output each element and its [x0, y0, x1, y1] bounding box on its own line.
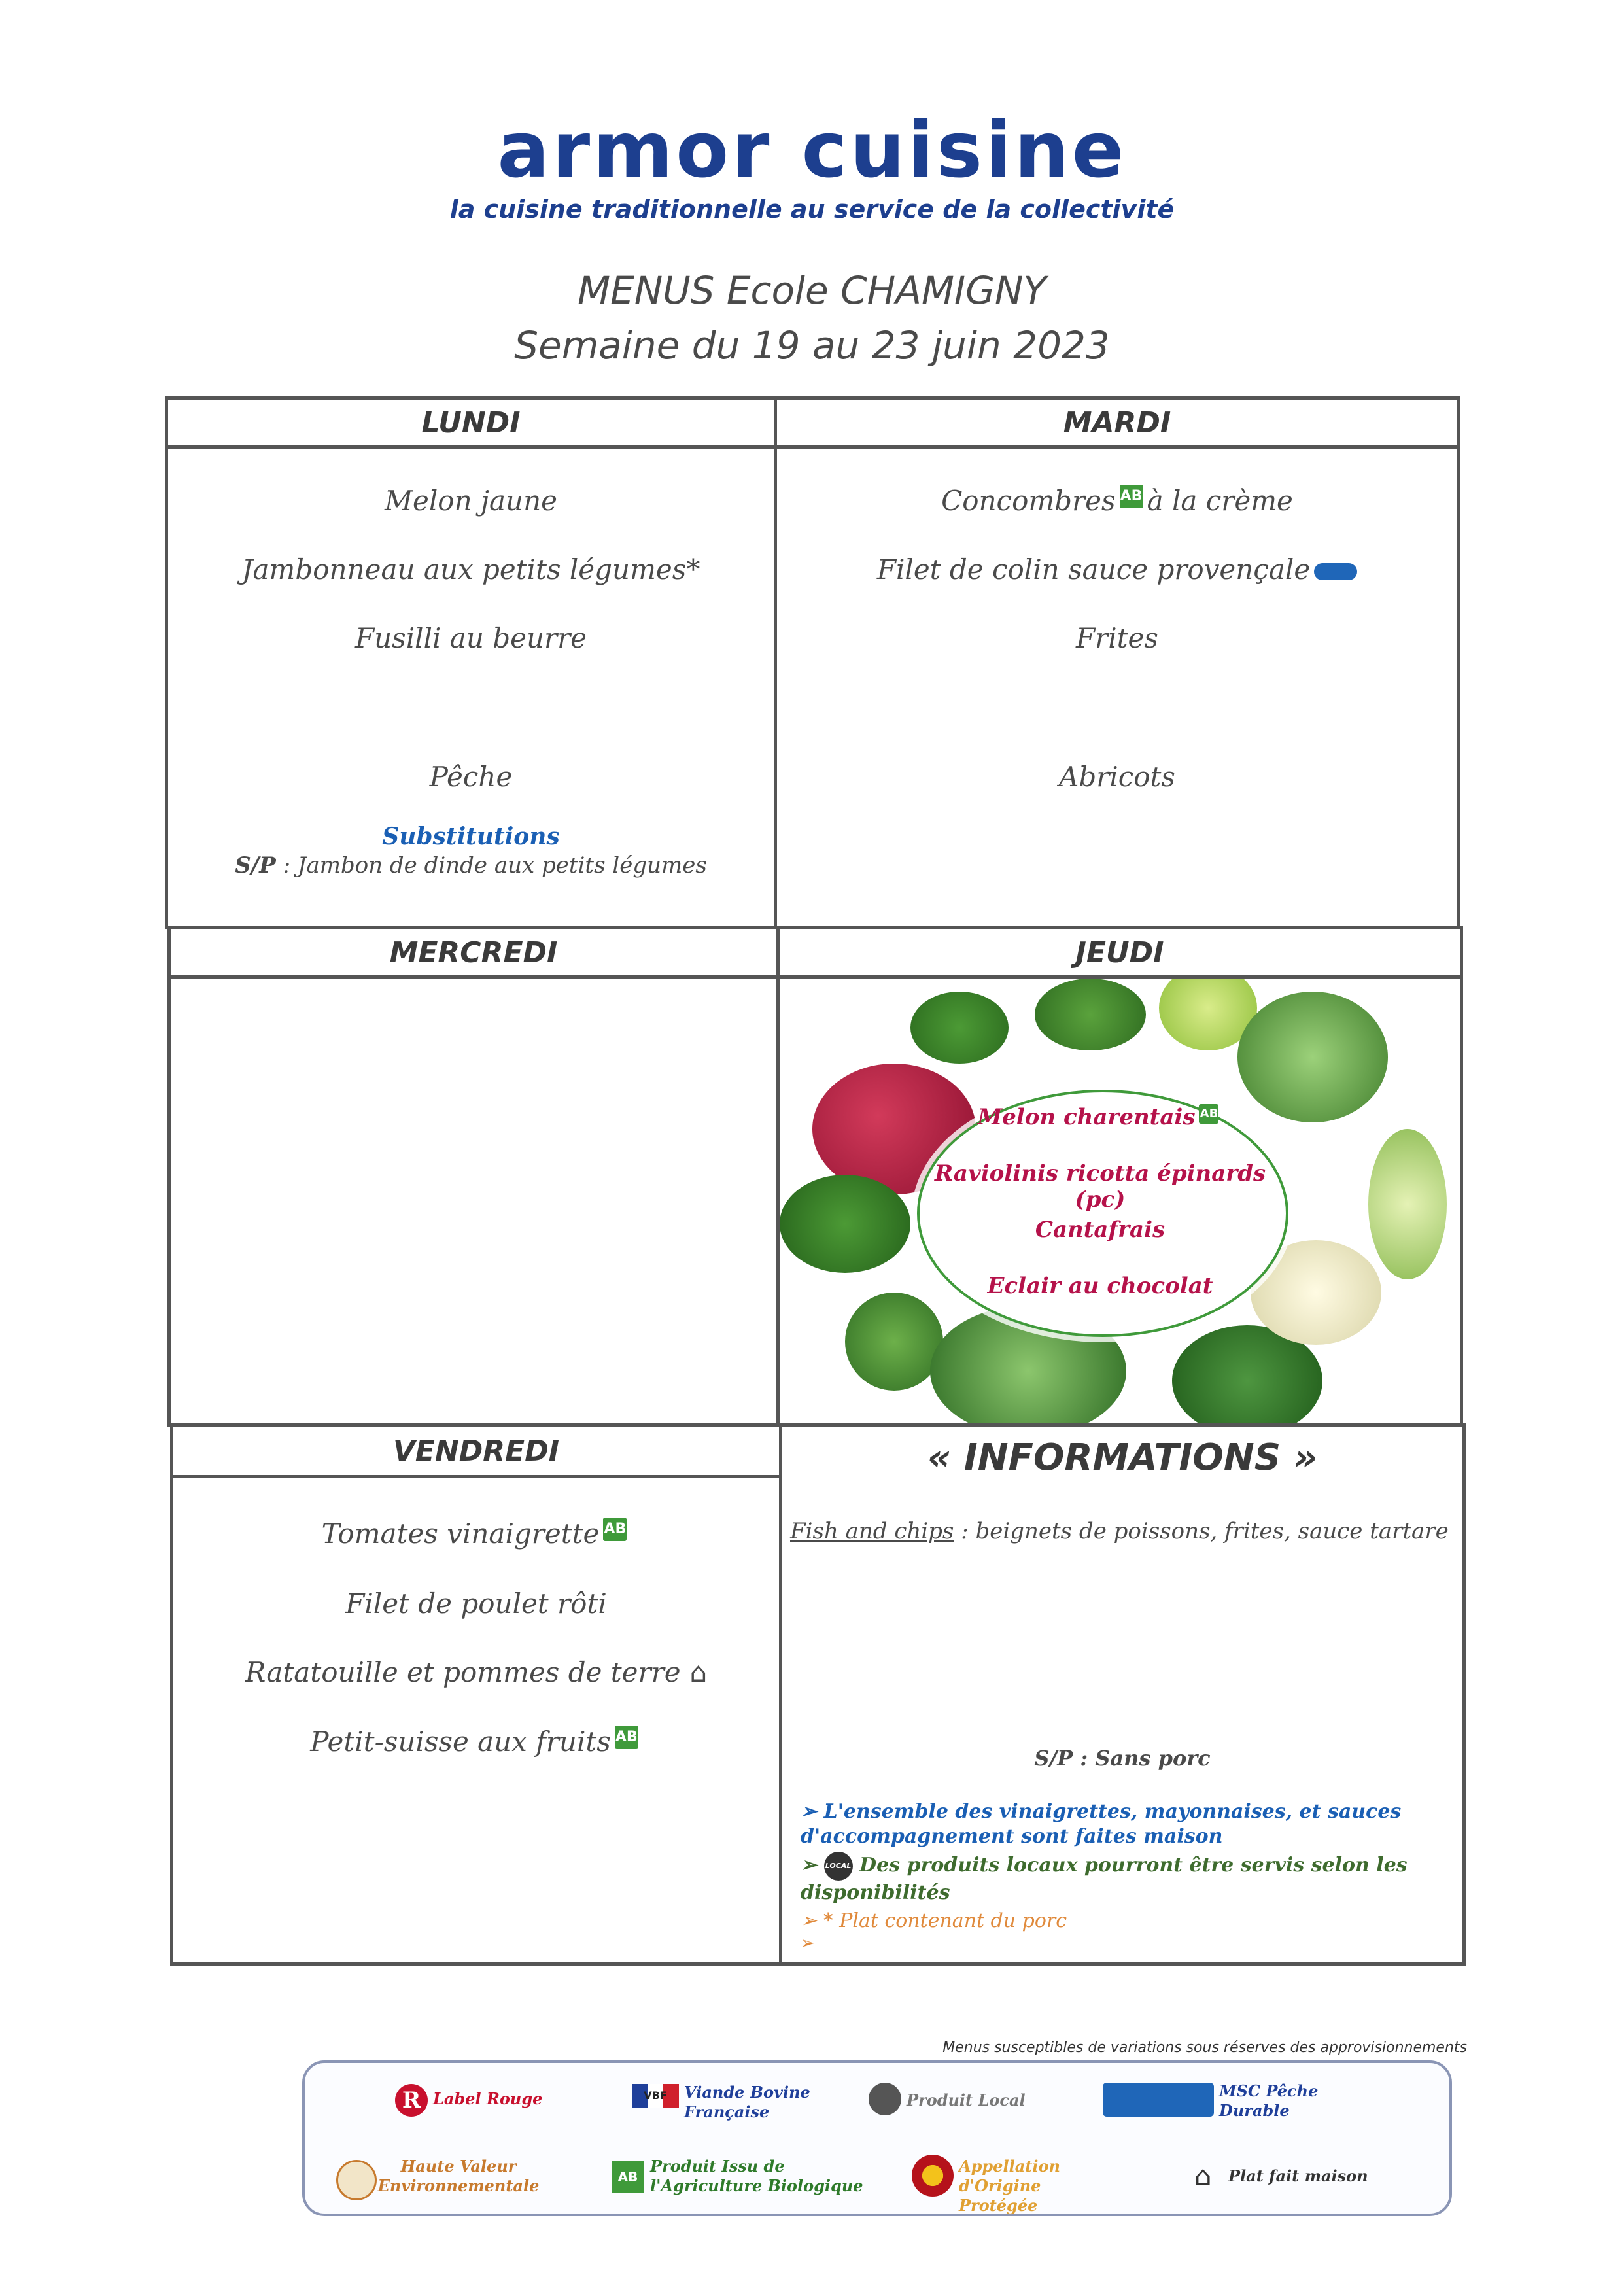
house-icon: ⌂ [689, 1656, 708, 1688]
vendredi-dish-3-text: Ratatouille et pommes de terre [245, 1656, 681, 1688]
note-sauces [801, 1799, 1428, 1849]
note-local [801, 1852, 1428, 1905]
mercredi-header [167, 926, 780, 979]
vendredi-header [170, 1423, 782, 1478]
bio-icon: AB [1120, 485, 1143, 508]
jeudi-cell [776, 975, 1463, 1427]
fish-text: : beignets de poissons, frites, sauce tartare [961, 1518, 1449, 1544]
arrow-icon: ➢ [801, 1854, 818, 1877]
fish-label: Fish and chips [790, 1518, 954, 1544]
vendredi-dish-4-text: Petit-suisse aux fruits [310, 1726, 611, 1758]
house-icon: ⌂ [1194, 2160, 1212, 2192]
legend-bio: Produit Issu de l'Agriculture Biologique [650, 2157, 863, 2195]
arrow-icon: ➢ [801, 1934, 815, 1953]
mardi-dish-4: Abricots [1059, 761, 1175, 793]
disclaimer: Menus susceptibles de variations sous réserves des approvisionnements [942, 2040, 1467, 2056]
legend-fait-maison: Plat fait maison [1228, 2166, 1368, 2185]
hve-icon [336, 2160, 377, 2200]
mardi-dish-3: Frites [1076, 622, 1158, 654]
vendredi-dish-1 [173, 1518, 779, 1550]
viande-bovine-icon: VBF [632, 2084, 679, 2108]
note-local-text: Des produits locaux pourront être servis selon les disponibilités [801, 1854, 1408, 1904]
jeudi-dish-4: Eclair au chocolat [987, 1273, 1213, 1299]
mardi-cell [774, 445, 1460, 929]
note-pork-text: Plat contenant du porc [839, 1909, 1067, 1932]
mardi-dish-1-text-a: Concombres [941, 485, 1116, 517]
vendredi-dish-4 [173, 1726, 779, 1758]
menu-title: MENUS Ecole CHAMIGNY [578, 268, 1046, 313]
legend-aop: Appellation d'Origine Protégée [959, 2157, 1060, 2215]
mercredi-cell [167, 975, 780, 1427]
lundi-substitutions-label: Substitutions [382, 823, 560, 850]
legend-msc: MSC Pêche Durable [1219, 2081, 1319, 2120]
lettuce-icon [1368, 1129, 1447, 1279]
star-icon: * [823, 1909, 833, 1932]
mercredi-title: MERCREDI [389, 935, 558, 969]
msc-icon [1314, 563, 1357, 580]
mardi-title: MARDI [1063, 406, 1171, 440]
broccoli-icon [780, 1175, 910, 1273]
note-sauces-text: L'ensemble des vinaigrettes, mayonnaises, et sauces d'accompagnement sont faites maison [801, 1800, 1402, 1848]
arrow-icon: ➢ [801, 1909, 818, 1932]
arrow-icon: ➢ [801, 1800, 818, 1823]
bio-icon: AB [615, 1726, 638, 1749]
bio-icon: AB [1199, 1104, 1218, 1124]
bio-icon: AB [612, 2161, 644, 2193]
legend-produit-local: Produit Local [907, 2091, 1026, 2110]
mardi-dish-1 [777, 485, 1457, 517]
legend-hve: Haute Valeur Environnementale [377, 2157, 540, 2195]
lundi-dish-1: Melon jaune [385, 485, 557, 517]
aop-icon [912, 2155, 954, 2196]
bio-icon: AB [603, 1518, 627, 1541]
jeudi-dish-2: Raviolinis ricotta épinards (pc) [934, 1160, 1266, 1213]
fish-and-chips-line [790, 1518, 1449, 1544]
menu-week: Semaine du 19 au 23 juin 2023 [514, 323, 1110, 368]
jeudi-title: JEUDI [1075, 935, 1164, 969]
lundi-dish-3: Fusilli au beurre [354, 622, 587, 654]
jeudi-menu [917, 979, 1283, 1427]
mardi-dish-1-text-b: à la crème [1147, 485, 1293, 517]
sp-line: S/P : Sans porc [1034, 1746, 1211, 1771]
jeudi-header [776, 926, 1463, 979]
legend-label-rouge: Label Rouge [433, 2089, 543, 2108]
mardi-dish-2 [777, 553, 1457, 585]
lundi-title: LUNDI [421, 406, 521, 440]
legend-box [302, 2060, 1452, 2216]
vendredi-dish-3 [173, 1656, 779, 1688]
local-icon: LOCAL [824, 1852, 853, 1881]
jeudi-dish-3: Cantafrais [1035, 1217, 1166, 1243]
mardi-dish-2-text: Filet de colin sauce provençale [876, 553, 1311, 585]
brand-tagline: la cuisine traditionnelle au service de la collectivité [449, 195, 1175, 224]
lundi-cell [165, 445, 777, 929]
vendredi-dish-1-text: Tomates vinaigrette [321, 1518, 600, 1550]
substitution-text: : Jambon de dinde aux petits légumes [283, 852, 707, 878]
lundi-header [165, 396, 777, 449]
brand-logo-text: armor cuisine [497, 105, 1127, 195]
vendredi-title: VENDREDI [392, 1434, 560, 1468]
sp-code: S/P [235, 852, 276, 878]
informations-cell [779, 1423, 1466, 1966]
msc-icon [1103, 2083, 1214, 2117]
note-pork [801, 1909, 1067, 1932]
jeudi-dish-1-text: Melon charentais [977, 1104, 1196, 1130]
lundi-substitution [168, 852, 774, 878]
vendredi-dish-2: Filet de poulet rôti [345, 1588, 607, 1620]
informations-title: « INFORMATIONS » [927, 1436, 1317, 1479]
label-rouge-icon: R [395, 2084, 428, 2117]
vendredi-cell [170, 1475, 782, 1966]
mardi-header [774, 396, 1460, 449]
lundi-dish-4: Pêche [429, 761, 513, 793]
legend-viande-bovine: Viande Bovine Française [684, 2083, 810, 2121]
local-icon [869, 2083, 901, 2115]
jeudi-dish-1 [917, 1104, 1283, 1130]
lundi-dish-2: Jambonneau aux petits légumes* [241, 553, 700, 585]
